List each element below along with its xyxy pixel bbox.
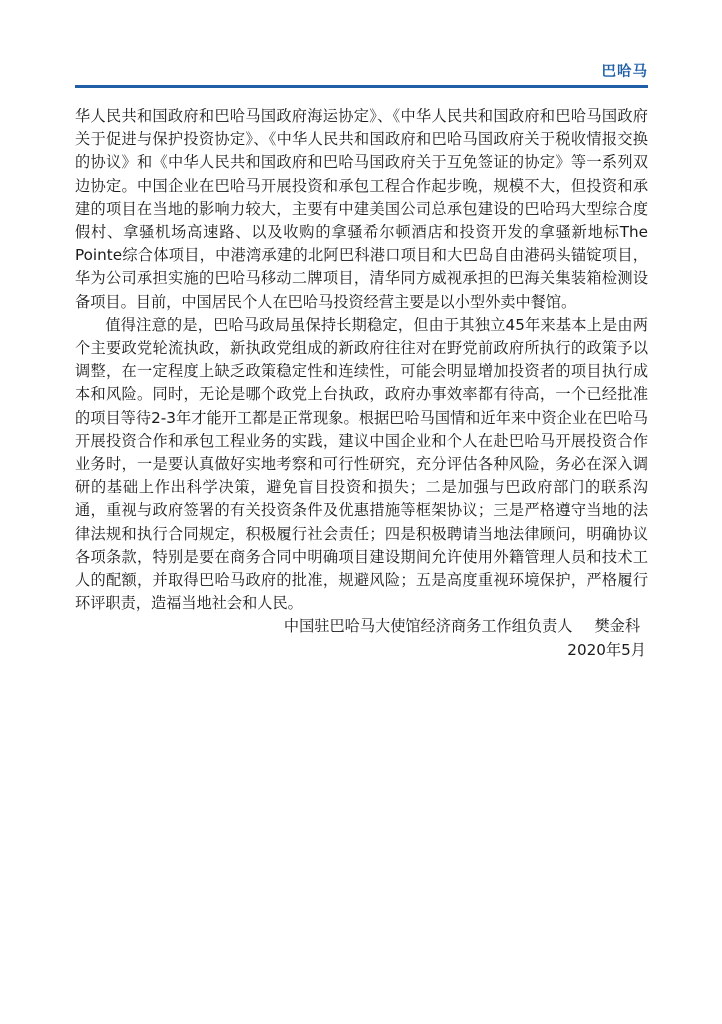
document-body: [75, 105, 648, 662]
header-title: 巴哈马: [601, 64, 648, 80]
page-header: [75, 62, 648, 88]
signature-title: 中国驻巴哈马大使馆经济商务工作组负责人: [283, 617, 573, 636]
header-rule: [75, 85, 648, 88]
signature-line: [75, 615, 648, 638]
signature-name: 樊金科: [594, 617, 640, 636]
paragraph-2: 值得注意的是，巴哈马政局虽保持长期稳定，但由于其独立45年来基本上是由两个主要政党轮流执政，新执政党组成的新政府往往对在野党前政府所执行的政策予以调整，在一定程度上缺乏政策稳定性和连续性，可能会明显增加投资者的项目执行成本和风险。同时，无论是哪个政党上台执政，政府办事效率都有待高，一个已经批准的项目等待2-3年才能开工都是正常现象。根据巴哈马国情和近年来中资企业在巴哈马开展投资合作和承包工程业务的实践，建议中国企业和个人在赴巴哈马开展投资合作业务时，一是要认真做好实地考察和可行性研究，充分评估各种风险，务必在深入调研的基础上作出科学决策，避免盲目投资和损失；二是加强与巴政府部门的联系沟通，重视与政府签署的有关投资条件及优惠措施等框架协议；三是严格遵守当地的法律法规和执行合同规定，积极履行社会责任；四是积极聘请当地法律顾问，明确协议各项条款，特别是要在商务合同中明确项目建设期间允许使用外籍管理人员和技术工人的配额，并取得巴哈马政府的批准，规避风险；五是高度重视环境保护，严格履行环评职责，造福当地社会和人民。: [75, 315, 648, 613]
paragraph-1: 华人民共和国政府和巴哈马国政府海运协定》、《中华人民共和国政府和巴哈马国政府关于促进与保护投资协定》、《中华人民共和国政府和巴哈马国政府关于税收情报交换的协议》和《中华人民共和国政府和巴哈马国政府关于互免签证的协定》等一系列双边协定。中国企业在巴哈马开展投资和承包工程合作起步晚，规模不大，但投资和承建的项目在当地的影响力较大，主要有中建美国公司总承包建设的巴哈玛大型综合度假村、拿骚机场高速路、以及收购的拿骚希尔顿酒店和投资开发的拿骚新地标The Pointe综合体项目，中港湾承建的北阿巴科港口项目和大巴岛自由港码头锚锭项目，华为公司承担实施的巴哈马移动二牌项目，清华同方威视承担的巴海关集装箱检测设备项目。目前，中国居民个人在巴哈马投资经营主要是以小型外卖中餐馆。: [75, 107, 648, 311]
signature-date: 2020年5月: [567, 640, 646, 659]
